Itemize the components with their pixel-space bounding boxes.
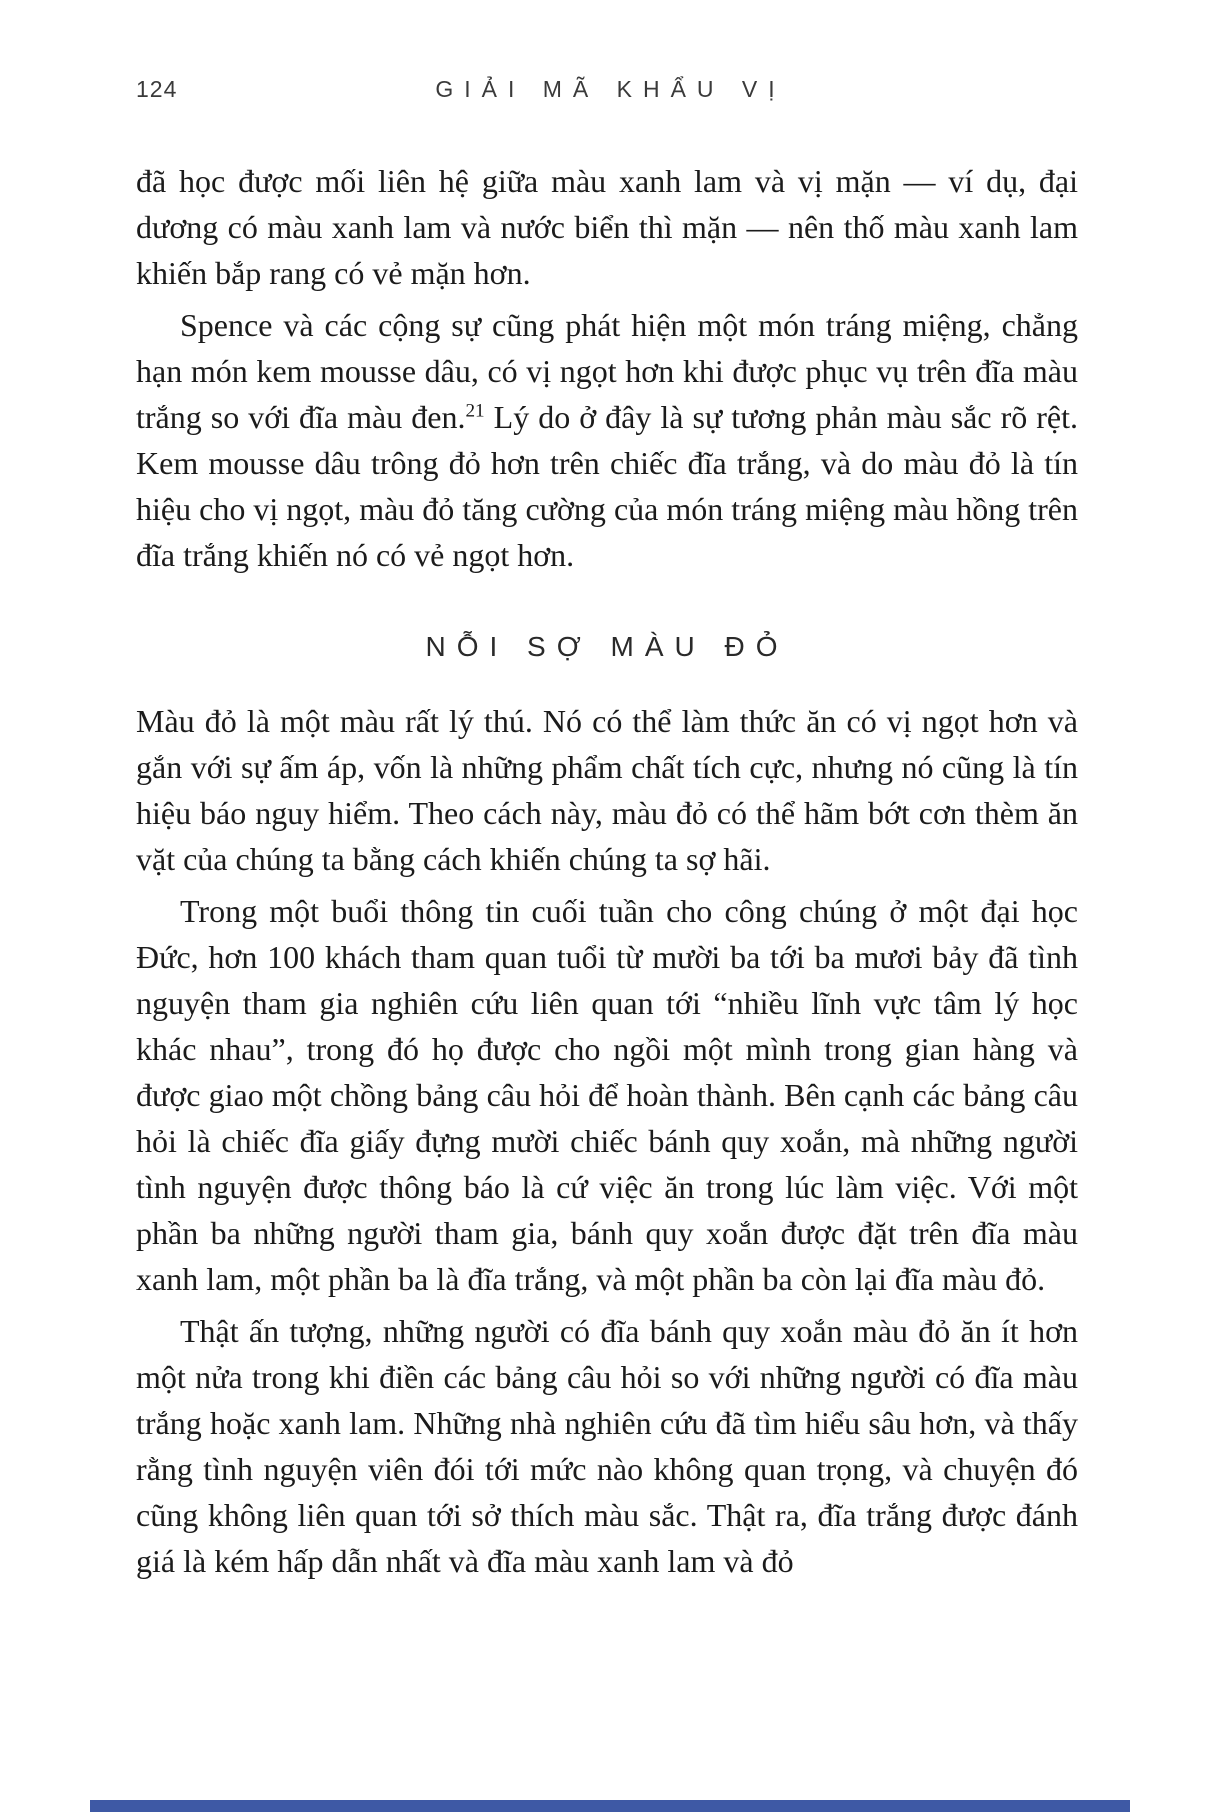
section-heading: NỖI SỢ MÀU ĐỎ bbox=[425, 631, 789, 662]
running-header bbox=[0, 0, 1221, 102]
paragraph-spence-continued: Lý do ở đây là sự tương phản màu sắc rõ rệt. Kem mousse dâu trông đỏ hơn trên chiếc đĩa trắng, và do màu đỏ là tín hiệu cho vị ngọt, màu đỏ tăng cường của món tráng miệng màu hồng trên đĩa trắng khiến nó có vẻ ngọt hơn. bbox=[136, 399, 1079, 573]
footnote-marker-21: 21 bbox=[465, 400, 485, 422]
paragraph-spence bbox=[136, 302, 1078, 578]
paragraph-experiment: Trong một buổi thông tin cuối tuần cho công chúng ở một đại học Đức, hơn 100 khách tham quan tuổi từ mười ba tới ba mươi bảy đã tình nguyện tham gia nghiên cứu liên quan tới “nhiều lĩnh vực tâm lý học khác nhau”, trong đó họ được cho ngồi một mình trong gian hàng và được giao một chồng bảng câu hỏi để hoàn thành. Bên cạnh các bảng câu hỏi là chiếc đĩa giấy đựng mười chiếc bánh quy xoắn, mà những người tình nguyện được thông báo là cứ việc ăn trong lúc làm việc. Với một phần ba những người tham gia, bánh quy xoắn được đặt trên đĩa màu xanh lam, một phần ba là đĩa trắng, và một phần ba còn lại đĩa màu đỏ. bbox=[136, 893, 1078, 1297]
running-title: GIẢI MÃ KHẨU VỊ bbox=[435, 76, 786, 102]
page-number: 124 bbox=[136, 76, 178, 102]
paragraph-results: Thật ấn tượng, những người có đĩa bánh quy xoắn màu đỏ ăn ít hơn một nửa trong khi điền các bảng câu hỏi so với những người có đĩa màu trắng hoặc xanh lam. Những nhà nghiên cứu đã tìm hiểu sâu hơn, và thấy rằng tình nguyện viên đói tới mức nào không quan trọng, và chuyện đó cũng không liên quan tới sở thích màu sắc. Thật ra, đĩa trắng được đánh giá là kém hấp dẫn nhất và đĩa màu xanh lam và đỏ bbox=[136, 1313, 1078, 1579]
reading-progress-bar[interactable] bbox=[90, 1800, 1130, 1812]
paragraph-red-intro: Màu đỏ là một màu rất lý thú. Nó có thể làm thức ăn có vị ngọt hơn và gắn với sự ấm áp, vốn là những phẩm chất tích cực, nhưng nó cũng là tín hiệu báo nguy hiểm. Theo cách này, màu đỏ có thể hãm bớt cơn thèm ăn vặt của chúng ta bằng cách khiến chúng ta sợ hãi. bbox=[136, 703, 1078, 877]
paragraph-blue-salty: đã học được mối liên hệ giữa màu xanh lam và vị mặn — ví dụ, đại dương có màu xanh lam và nước biển thì mặn — nên thố màu xanh lam khiến bắp rang có vẻ mặn hơn. bbox=[136, 163, 1078, 291]
paragraph-spence-text: Spence và các cộng sự cũng phát hiện một món tráng miệng, chẳng hạn món kem mousse dâu, có vị ngọt hơn khi được phục vụ trên đĩa màu trắng so với đĩa màu đen. bbox=[136, 307, 1078, 435]
page-body bbox=[136, 158, 1078, 1584]
